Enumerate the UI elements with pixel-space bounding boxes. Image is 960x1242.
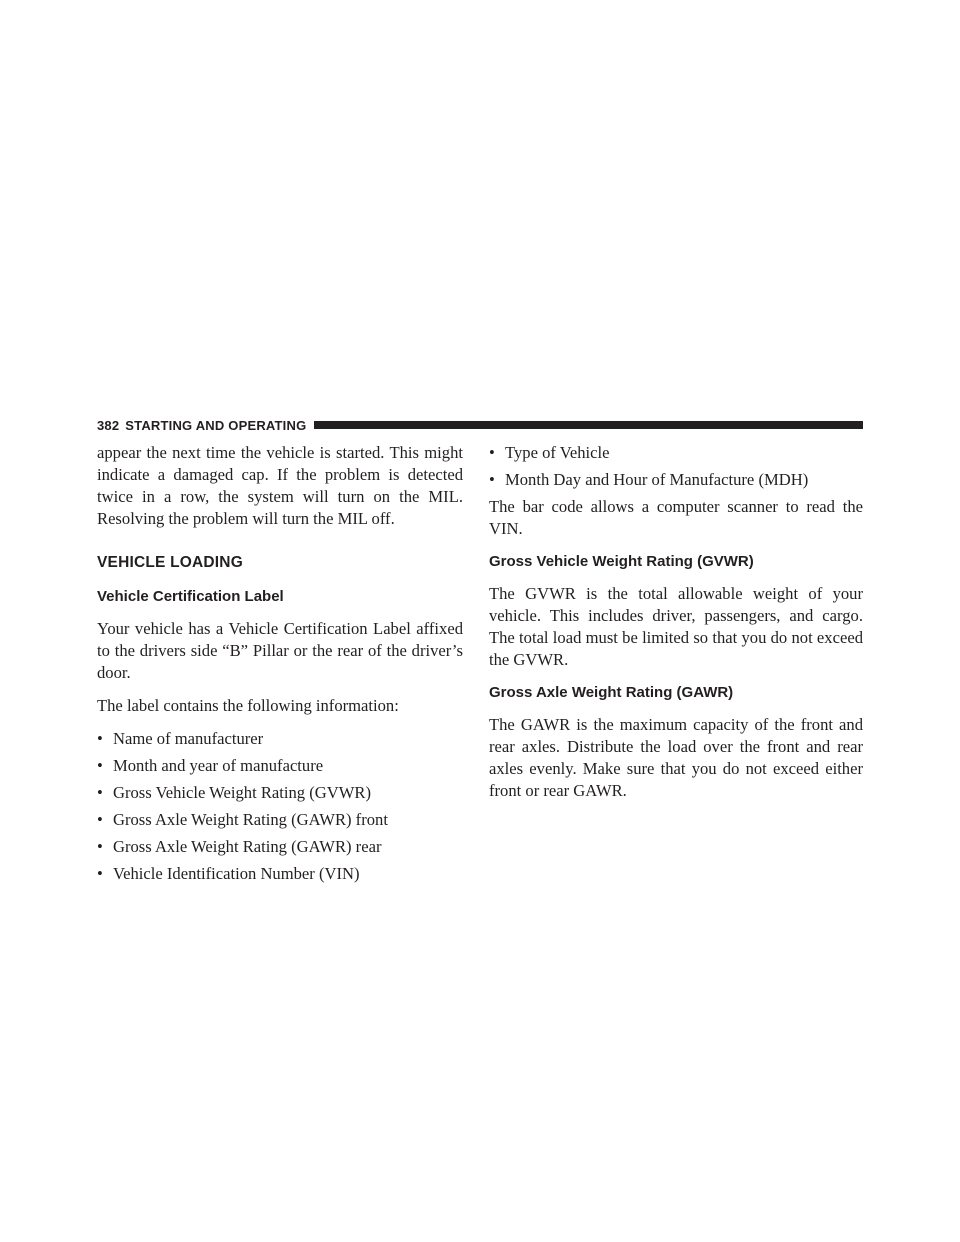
- bullet-glyph: •: [97, 864, 103, 883]
- label-contents-paragraph: The label contains the following information:: [97, 696, 399, 715]
- label-info-list: [97, 728, 463, 885]
- page-header: [97, 418, 863, 432]
- list-item-text: Vehicle Identification Number (VIN): [113, 864, 360, 883]
- list-item: [97, 836, 463, 858]
- list-item: [489, 442, 863, 464]
- bullet-glyph: •: [97, 810, 103, 829]
- list-item: [97, 782, 463, 804]
- list-item-text: Name of manufacturer: [113, 729, 264, 748]
- bullet-glyph: •: [489, 470, 495, 489]
- label-info-list-continued: [489, 442, 863, 491]
- certification-label-paragraph: Your vehicle has a Vehicle Certification Label affixed to the drivers side “B” Pillar or the rear of the driver’s door.: [97, 619, 463, 682]
- list-item: [97, 809, 463, 831]
- bullet-glyph: •: [97, 783, 103, 802]
- vehicle-loading-heading: VEHICLE LOADING: [97, 554, 243, 571]
- header-rule: [314, 421, 863, 429]
- right-column: [489, 442, 863, 813]
- left-column: [97, 442, 463, 890]
- list-item: [489, 469, 863, 491]
- bullet-glyph: •: [489, 443, 495, 462]
- bullet-glyph: •: [97, 729, 103, 748]
- gawr-paragraph: The GAWR is the maximum capacity of the front and rear axles. Distribute the load over the front and rear axles evenly. Make sure that you do not exceed either front or rear GAWR.: [489, 715, 863, 800]
- gvwr-paragraph: The GVWR is the total allowable weight of your vehicle. This includes driver, passengers, and cargo. The total load must be limited so that you do not exceed the GVWR.: [489, 584, 863, 669]
- list-item-text: Type of Vehicle: [505, 443, 610, 462]
- barcode-paragraph: The bar code allows a computer scanner to read the VIN.: [489, 497, 863, 538]
- gvwr-heading: Gross Vehicle Weight Rating (GVWR): [489, 553, 754, 570]
- bullet-glyph: •: [97, 837, 103, 856]
- list-item-text: Gross Vehicle Weight Rating (GVWR): [113, 783, 371, 802]
- list-item-text: Month Day and Hour of Manufacture (MDH): [505, 470, 809, 489]
- intro-paragraph: appear the next time the vehicle is started. This might indicate a damaged cap. If the problem is detected twice in a row, the system will turn on the MIL. Resolving the problem will turn the MIL off.: [97, 443, 463, 528]
- list-item: [97, 755, 463, 777]
- list-item-text: Gross Axle Weight Rating (GAWR) front: [113, 810, 388, 829]
- list-item-text: Gross Axle Weight Rating (GAWR) rear: [113, 837, 382, 856]
- section-title: STARTING AND OPERATING: [125, 417, 307, 433]
- gawr-heading: Gross Axle Weight Rating (GAWR): [489, 684, 734, 701]
- list-item: [97, 863, 463, 885]
- page-number: 382: [97, 417, 120, 433]
- list-item: [97, 728, 463, 750]
- bullet-glyph: •: [97, 756, 103, 775]
- certification-label-heading: Vehicle Certification Label: [97, 588, 284, 605]
- list-item-text: Month and year of manufacture: [113, 756, 324, 775]
